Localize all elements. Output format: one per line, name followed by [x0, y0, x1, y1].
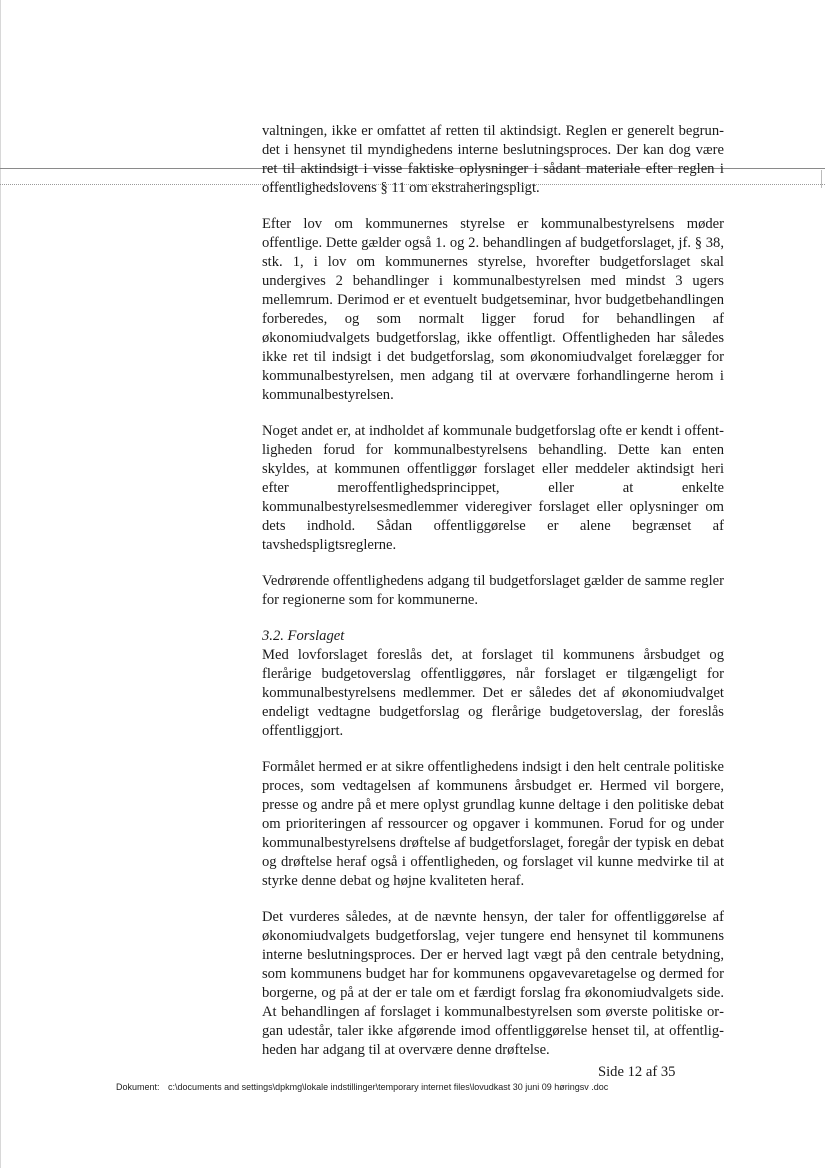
document-body [262, 122, 724, 1077]
section-heading: 3.2. Forslaget [262, 628, 345, 644]
paragraph-styrelse: Efter lov om kommunernes styrelse er kommunalbestyrelsens møder offentlige. Dette gælder også 1. og 2. behandlingen af budgetforslaget, jf. § 38, stk. 1, i lov om kommunernes styrelse, hvorefter budgetforslaget skal undergives 2 behandlinger i kommunalbestyrelsen med mindst 3 ugers mellemrum. Derimod er et eventuelt budgetseminar, hvor budgetbehandlingen forberedes, og som normalt ligger forud for behandlingen af økonomiudvalgets budgetforslag, ikke offentligt. Offentligheden har således ikke ret til indsigt i det budgetforslag, som økonomiudvalget forelægger for kommunalbestyrelsen, men adgang til at overvære forhandlingerne herom i kommunalbestyrelsen. [262, 216, 724, 403]
scan-edge-right [821, 170, 822, 188]
scan-edge-left [0, 0, 1, 1168]
section-intro: Med lovforslaget foreslås det, at forslaget til kommunens årsbudget og flerårige budgetoverslag offentliggøres, når forslaget er tilgængeligt for kommunalbestyrelsens medlemmer. Det er således det af økonomiudvalget endeligt vedtagne budgetforslag og flerårige budgetoverslag, der foreslås offentliggjort. [262, 647, 724, 739]
paragraph-aktindsigt: valtningen, ikke er omfattet af retten til aktindsigt. Reglen er generelt begrundet i hensynet til myndighedens interne beslutningsproces. Der kan dog være ret til aktindsigt i visse faktiske oplysninger i sådant materiale efter reglen i offentlighedslovens § 11 om ekstraheringspligt. [262, 123, 724, 196]
page-number: Side 12 af 35 [598, 1064, 676, 1080]
paragraph-regioner: Vedrørende offentlighedens adgang til budgetforslaget gælder de samme regler for regionerne som for kommunerne. [262, 573, 724, 608]
footer-label: Dokument: [116, 1082, 160, 1092]
footer-path: c:\documents and settings\dpkmg\lokale indstillinger\temporary internet files\lovudkast 30 juni 09 høringsv .doc [168, 1082, 609, 1092]
document-footer [116, 1082, 608, 1092]
paragraph-vurdering: Det vurderes således, at de nævnte hensyn, der taler for offentliggørelse af økonomiudvalgets budgetforslag, vejer tungere end hensynet til kommunens interne beslutningsproces. Der er herved lagt vægt på den centrale betydning, som kommunens budget har for kommunens opgavevaretagelse og dermed for borgerne, og på at der er tale om et færdigt forslag fra økonomiudvalgets side. At behandlingen af forslaget i kommunalbestyrelsen som øverste politiske organ udestår, taler ikke afgørende imod offentliggørelse henset til, at offentligheden har adgang til at overvære denne drøftelse. [262, 909, 724, 1058]
paragraph-formaal: Formålet hermed er at sikre offentlighedens indsigt i den helt centrale politiske proces, som vedtagelsen af kommunens årsbudget er. Hermed vil borgere, presse og andre på et mere oplyst grundlag kunne deltage i den politiske debat om prioriteringen af ressourcer og opgaver i kommunen. Forud for og under kommunalbestyrelsens drøftelse af budgetforslaget, foregår der typisk en debat og drøftelse heraf også i offentligheden, og forslaget vil kunne medvirke til at styrke denne debat og højne kvaliteten heraf. [262, 759, 724, 889]
paragraph-kendt-i-offentligheden: Noget andet er, at indholdet af kommunale budgetforslag ofte er kendt i offentligheden forud for kommunalbestyrelsens behandling. Dette kan enten skyldes, at kommunen offentliggør forslaget eller meddeler aktindsigt heri efter meroffentlighedsprincippet, eller at enkelte kommunalbestyrelsesmedlemmer videregiver forslaget eller oplysninger om dets indhold. Sådan offentliggørelse er alene begrænset af tavshedspligtsreglerne. [262, 423, 724, 553]
section-forslaget [262, 627, 724, 741]
